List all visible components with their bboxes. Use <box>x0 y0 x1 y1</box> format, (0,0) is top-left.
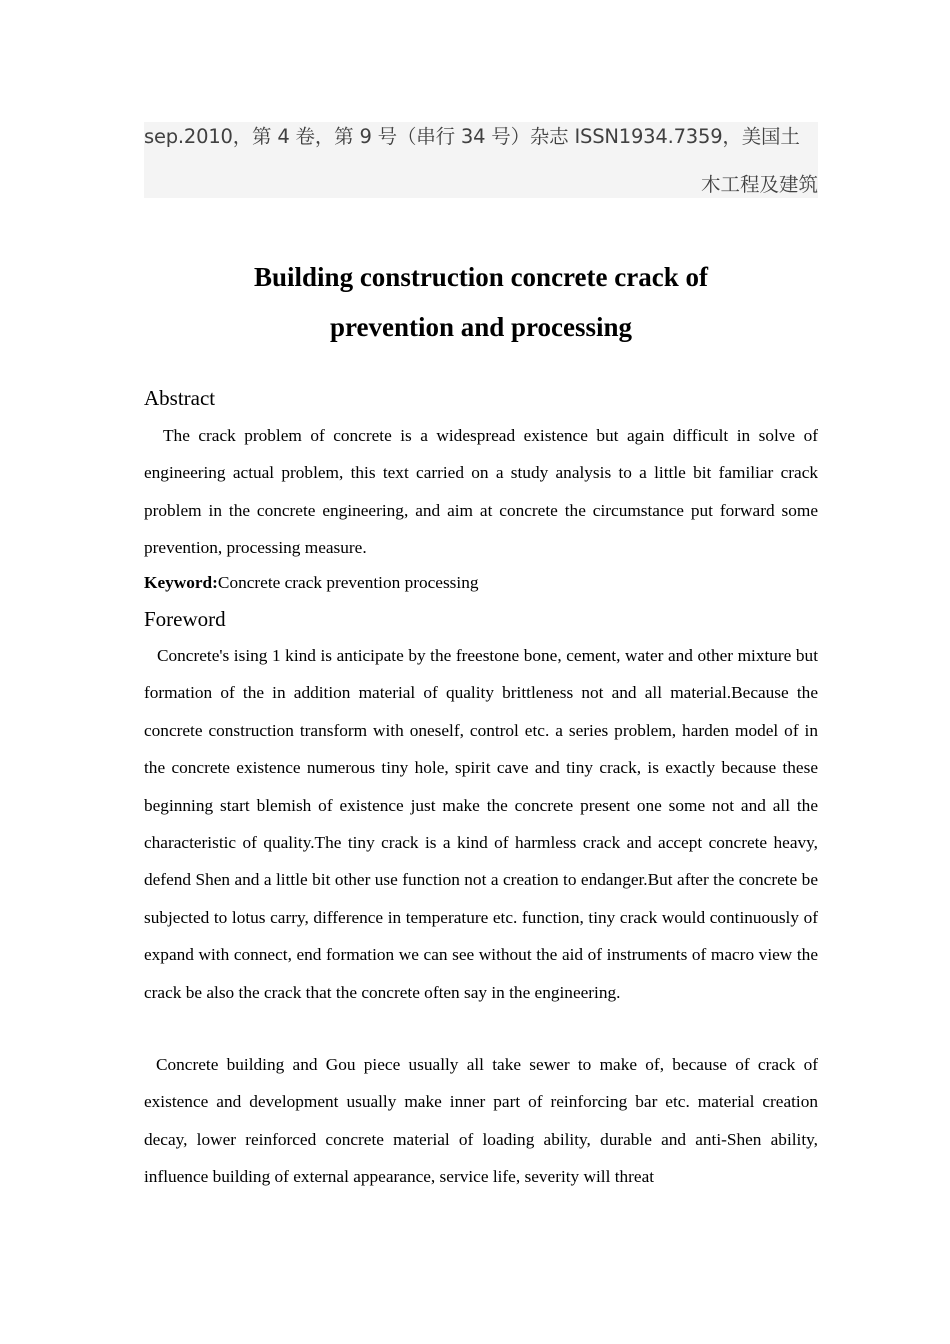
foreword-paragraph-1: Concrete's ising 1 kind is anticipate by the freestone bone, cement, water and other mixture but formation of the in addition material of quality brittleness not and all material.Because the concrete construction transform with oneself, control etc. a series problem, harden model of in the concrete existence numerous tiny hole, spirit cave and tiny crack, is exactly because these beginning start blemish of existence just make the concrete present one some not and all the characteristic of quality.The tiny crack is a kind of harmless crack and accept concrete heavy, defend Shen and a little bit other use function not a creation to endanger.But after the concrete be subjected to lotus carry, difference in temperature etc. function, tiny crack would continuously of expand with connect, end formation we can see without the aid of instruments of macro view the crack be also the crack that the concrete often say in the engineering. <box>144 646 818 1002</box>
journal-citation-banner <box>144 122 818 198</box>
paper-title <box>144 252 818 352</box>
abstract-heading: Abstract <box>144 386 216 410</box>
paper-title-line1: Building construction concrete crack of <box>254 262 708 292</box>
journal-citation-line2: 木工程及建筑 <box>700 173 818 196</box>
foreword-heading: Foreword <box>144 607 226 631</box>
keyword-line <box>144 570 478 596</box>
abstract-text: The crack problem of concrete is a widespread existence but again difficult in solve of engineering actual problem, this text carried on a study analysis to a little bit familiar crack problem in the concrete engineering, and aim at concrete the circumstance put forward some prevention, processing measure. <box>144 426 818 558</box>
keyword-label: Keyword: <box>144 573 218 592</box>
foreword-paragraph-2: Concrete building and Gou piece usually all take sewer to make of, because of crack of existence and development usually make inner part of reinforcing bar etc. material creation decay, lower reinforced concrete material of loading ability, durable and anti-Shen ability, influence building of external appearance, service life, severity will threat <box>144 1055 818 1187</box>
journal-citation-line1: sep.2010，第 4 卷，第 9 号（串行 34 号）杂志 ISSN1934.7359，美国土 <box>144 125 800 148</box>
keyword-value: Concrete crack prevention processing <box>217 573 479 592</box>
paper-title-line2: prevention and processing <box>329 312 633 342</box>
